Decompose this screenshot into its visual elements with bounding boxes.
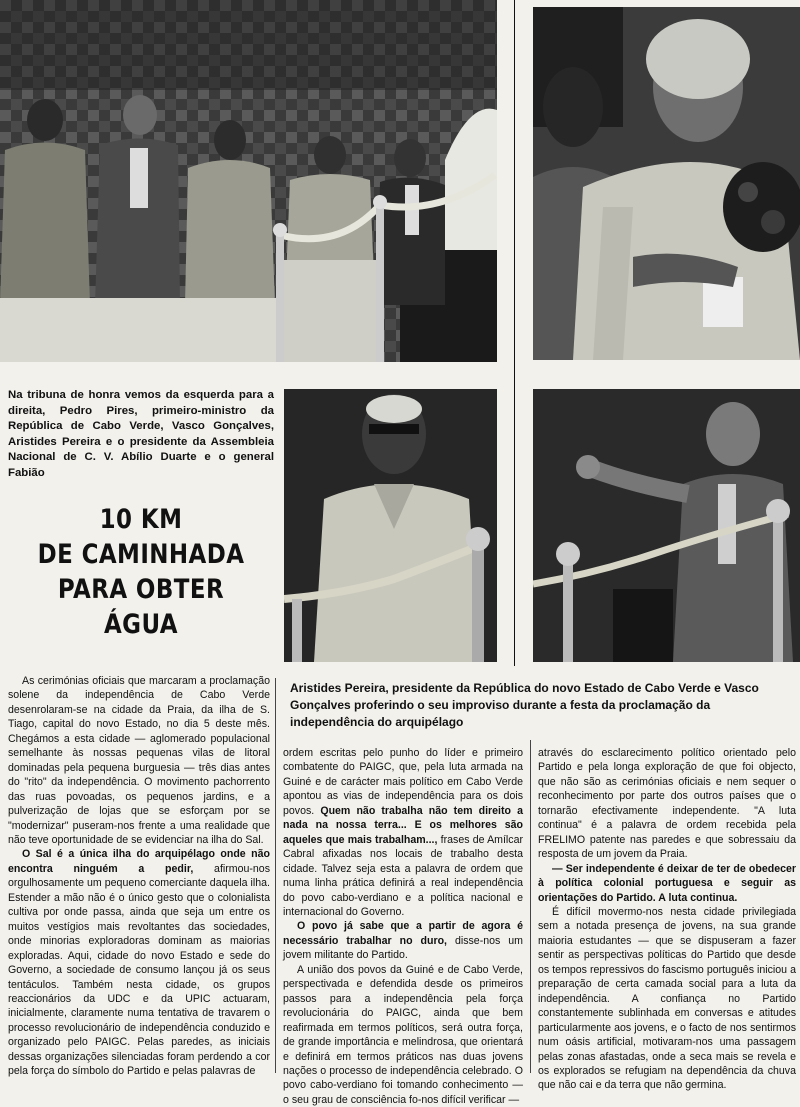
headline-line: DE CAMINHADA: [37, 539, 245, 570]
paragraph-text: frases de Amílcar Cabral afixadas nos locais de trabalho desta cidade. Talvez seja esta a palavra de ordem que numa linha prática definirá a real independência do povo cabo-verdiano e a política nacional e internacional do Governo.: [283, 833, 524, 918]
photo-tribune: [0, 0, 497, 362]
column-rule: [275, 678, 276, 1073]
paragraph: As cerimónias oficiais que marcaram a proclamação solene da independência de Cabo Verde desenrolaram-se na cidade da Praia, da ilha de S. Tiago, capital do novo Estado, no dia 5 deste mês. Chegámos a esta cidade — aglomerado populacional semelhante às nossas pequenas vilas de litoral dominadas pela pequena burguesia — três dias antes do "rito" da independência. O movimento pachorrento das ruas povoadas, os pequenos jardins, e a pulverização de lojas que se esforçam por se "modernizar" puseram-nos frente a uma realidade que não teve oportunidade de se evidenciar na ilha do Sal.: [8, 675, 270, 846]
photos-caption: Aristides Pereira, presidente da República do novo Estado de Cabo Verde e Vasco Gonçalves proferindo o seu improviso durante a festa da proclamação da independência do arquipélago: [290, 681, 759, 729]
quote-bold: O Sal é a única ilha do arquipélago onde não encontra ninguém a pedir,: [8, 848, 270, 875]
photo-aristides-microphone: [284, 389, 497, 662]
tribune-caption: Na tribuna de honra vemos da esquerda para a direita, Pedro Pires, primeiro-ministro da República de Cabo Verde, Vasco Gonçalves, Aristides Pereira e o presidente da Assembleia Nacional de C. V. Abílio Duarte e o general Fabião: [8, 389, 274, 479]
paragraph: A união dos povos da Guiné e de Cabo Verde, perspectivada e defendida desde os primeiros passos para a independência pela força revolucionária do PAIGC, ainda que bem reafirmada em termos políticos, será outra força, de grande importância e melindrosa, que orientará e definirá em termos práticos nas duas jovens nações o processo de independência celebrado. O povo cabo-verdiano foi tomando conhecimento — o seu grau de consciência fo-nos difícil verificar —: [283, 963, 523, 1106]
headline-line: PARA OBTER: [57, 574, 225, 605]
paragraph: [538, 862, 796, 905]
quote-bold: — Ser independente é deixar de ter de obedecer à política colonial portuguesa e seguir as orientações do Partido. A luta continua.: [538, 862, 796, 904]
headline: [28, 502, 254, 642]
photo-vasco-speaking: [533, 389, 800, 662]
paragraph: através do esclarecimento político orientado pelo Partido e pela longa exploração de que foi objecto, que não são as cerimónias oficiais e nem sequer o reconhecimento por parte dos outros países que o tornarão efectivamente independente. "A luta continua" é a palavra de ordem recebida pela FRELIMO patente nas paredes e que sobressaiu da resposta de um jovem da Praia.: [538, 747, 796, 861]
article-column-2: [283, 746, 523, 1107]
headline-line: ÁGUA: [103, 609, 179, 640]
headline-line: 10 KM: [99, 504, 183, 535]
paragraph: [8, 847, 270, 1078]
quote-bold: Quem não trabalha não tem direito a nada na nossa terra... E os melhores são aqueles que mais trabalham...,: [283, 804, 523, 846]
paragraph: [283, 746, 523, 919]
quote-bold: O povo já sabe que a partir de agora é necessário trabalhar no duro,: [283, 920, 523, 947]
article-column-1: [8, 674, 270, 1079]
paragraph-text: ordem escritas pelo punho do líder e primeiro combatente do PAIGC, que, pela luta armada na Guiné e de carácter mais político em Cabo Verde apontou as vias de independência para os dois povos.: [283, 747, 523, 817]
column-rule: [530, 740, 531, 1073]
paragraph: É difícil movermo-nos nesta cidade privilegiada sem a notada presença de jovens, na sua grande maioria estudantes — que se dispuseram a fazer sentir as perspectivas políticas do Partido que desde os tempos repressivos do fascismo português iniciou a preparação de certa camada social para a luta da independência. A confiança no Partido constantemente sublinhada em conversas e atitudes particularmente aos jovens, e o facto de nos sentirmos num oásis artificial, motivaram-nos uma passagem pelas zonas afastadas, onde a seca mais se revela e os explorados se refugiam na dependência da chuva que não cai e da terra que não germina.: [538, 905, 796, 1092]
paragraph-text: afirmou-nos orgulhosamente um pequeno comerciante daquela ilha. Estender a mão não é o único gesto que o colonialista cultiva por onde passa, ainda que seja um entre os muitos vestígios mais revoltantes das sociedades, onde minorias exploradoras dominam as maiorias exploradas. Aqui, cidade do novo Estado e sede do Governo, a sociedade de consumo lançou já os seus tentáculos. Também nesta cidade, os grupos reaccionários da UDC e da UPIC actuaram, inicialmente, claramente numa tentativa de travarem o processo revolucionário de independência conduzido e organizado pelo PAIGC. Pelas paredes, as iniciais dessas organizações silenciadas foram perdendo a cor pela força do símbolo do Partido e pelas palavras de: [8, 862, 270, 1078]
paragraph: [283, 919, 523, 962]
article-column-3: [538, 746, 796, 1093]
paragraph-text: disse-nos um jovem militante do Partido.: [283, 934, 523, 962]
column-rule: [514, 0, 515, 666]
photo-woman-flowers: [533, 7, 800, 360]
